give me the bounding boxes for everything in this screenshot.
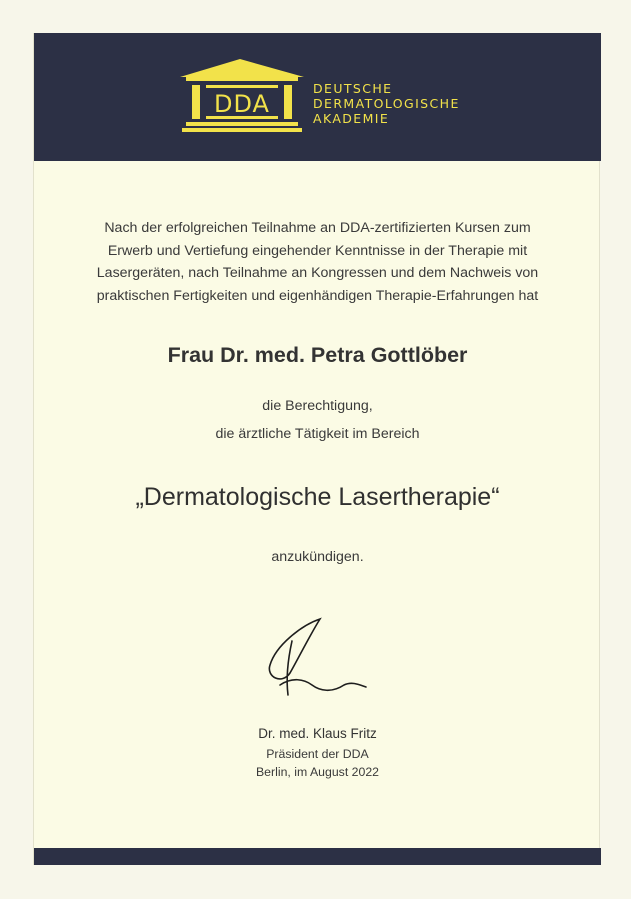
signer-title: Präsident der DDA: [266, 747, 369, 761]
footer-band: [34, 848, 601, 865]
place-date: Berlin, im August 2022: [255, 765, 380, 779]
header-band: [34, 33, 601, 161]
organization-name: [313, 81, 460, 126]
logo-abbreviation: DDA: [214, 90, 270, 118]
recipient-name: Frau Dr. med. Petra Gottlöber: [167, 343, 468, 367]
announce-line: anzukündigen.: [271, 549, 364, 565]
intro-line: Nach der erfolgreichen Teilnahme an DDA-zertifizierten Kursen zum: [104, 220, 531, 236]
field-title: „Dermatologische Lasertherapie“: [135, 483, 500, 511]
intro-line: praktischen Fertigkeiten und eigenhändigen Therapie-Erfahrungen hat: [96, 287, 539, 304]
activity-line: die ärztliche Tätigkeit im Bereich: [215, 426, 420, 442]
temple-icon: [180, 57, 304, 137]
authorization-line: die Berechtigung,: [262, 398, 373, 414]
signer-name: Dr. med. Klaus Fritz: [258, 726, 377, 741]
intro-line: Erwerb und Vertiefung eingehender Kenntnisse in der Therapie mit: [107, 242, 528, 259]
intro-line: Lasergeräten, nach Teilnahme an Kongressen und dem Nachweis von: [96, 265, 539, 281]
org-name-line: DERMATOLOGISCHE: [313, 96, 460, 111]
intro-text: [54, 217, 581, 307]
org-name-line: DEUTSCHE: [313, 81, 393, 96]
org-name-line: AKADEMIE: [313, 111, 390, 126]
certificate: [33, 33, 600, 865]
signature-image: [262, 615, 372, 697]
